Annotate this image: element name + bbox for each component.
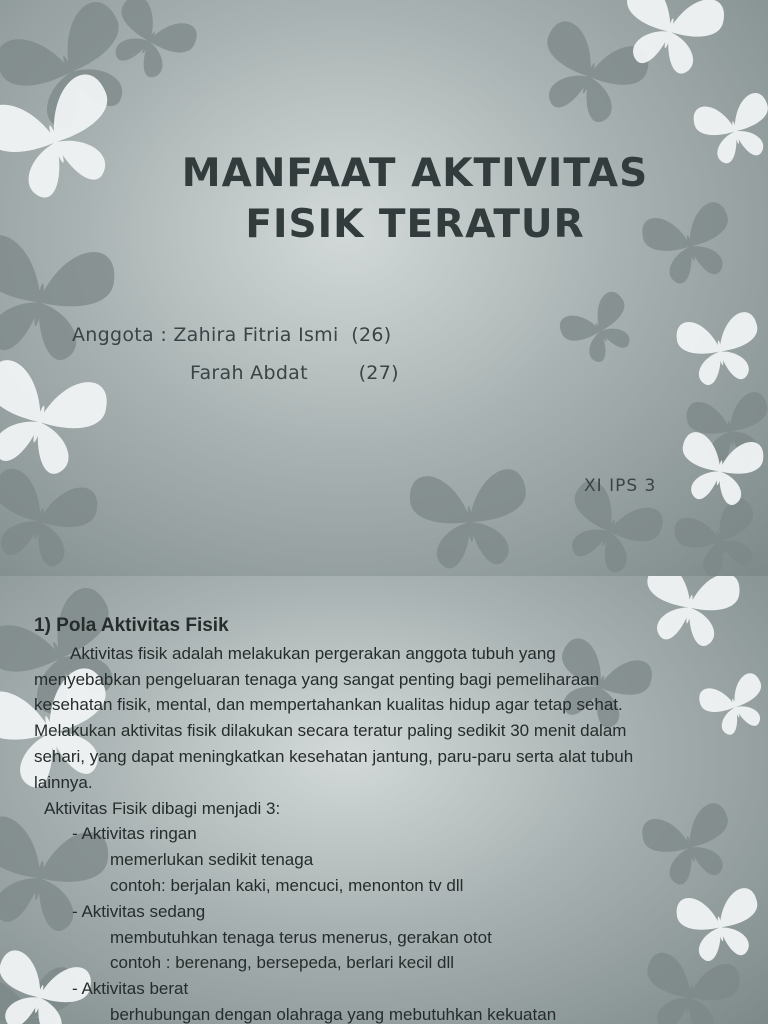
item-example: contoh: berjalan kaki, mencuci, menonton tv dll: [110, 875, 464, 895]
paragraph-line: lainnya.: [34, 772, 93, 792]
slide-title: MANFAAT AKTIVITAS FISIK TERATUR: [181, 151, 649, 247]
item-desc: membutuhkan tenaga terus menerus, gerakan otot: [110, 927, 492, 947]
paragraph-line: Melakukan aktivitas fisik dilakukan secara teratur paling sedikit 30 menit dalam: [34, 721, 627, 741]
member-1: Anggota : Zahira Fitria Ismi (26): [72, 324, 392, 346]
section-heading: 1) Pola Aktivitas Fisik: [34, 615, 229, 636]
divided-intro: Aktivitas Fisik dibagi menjadi 3:: [44, 798, 281, 818]
paragraph-line: menyebabkan pengeluaran tenaga yang sangat penting bagi pemeliharaan: [34, 669, 600, 689]
item-label: - Aktivitas ringan: [72, 824, 197, 844]
class-label: XI IPS 3: [584, 476, 657, 496]
paragraph-line: sehari, yang dapat meningkatkan kesehatan jantung, paru-paru serta alat tubuh: [34, 746, 634, 766]
item-example: contoh : berenang, bersepeda, berlari kecil dll: [110, 953, 454, 973]
paragraph-line: kesehatan fisik, mental, dan mempertahankan kualitas hidup agar tetap sehat.: [34, 695, 623, 715]
item-desc: memerlukan sedikit tenaga: [110, 850, 314, 870]
item-label: - Aktivitas berat: [72, 979, 189, 999]
item-label: - Aktivitas sedang: [72, 901, 206, 921]
content-slide: [0, 576, 768, 1024]
member-2: Farah Abdat (27): [190, 362, 399, 384]
item-desc: berhubungan dengan olahraga yang mebutuhkan kekuatan: [110, 1004, 557, 1024]
paragraph-line: Aktivitas fisik adalah melakukan pergerakan anggota tubuh yang: [70, 643, 556, 663]
slide-body: [34, 613, 754, 1024]
